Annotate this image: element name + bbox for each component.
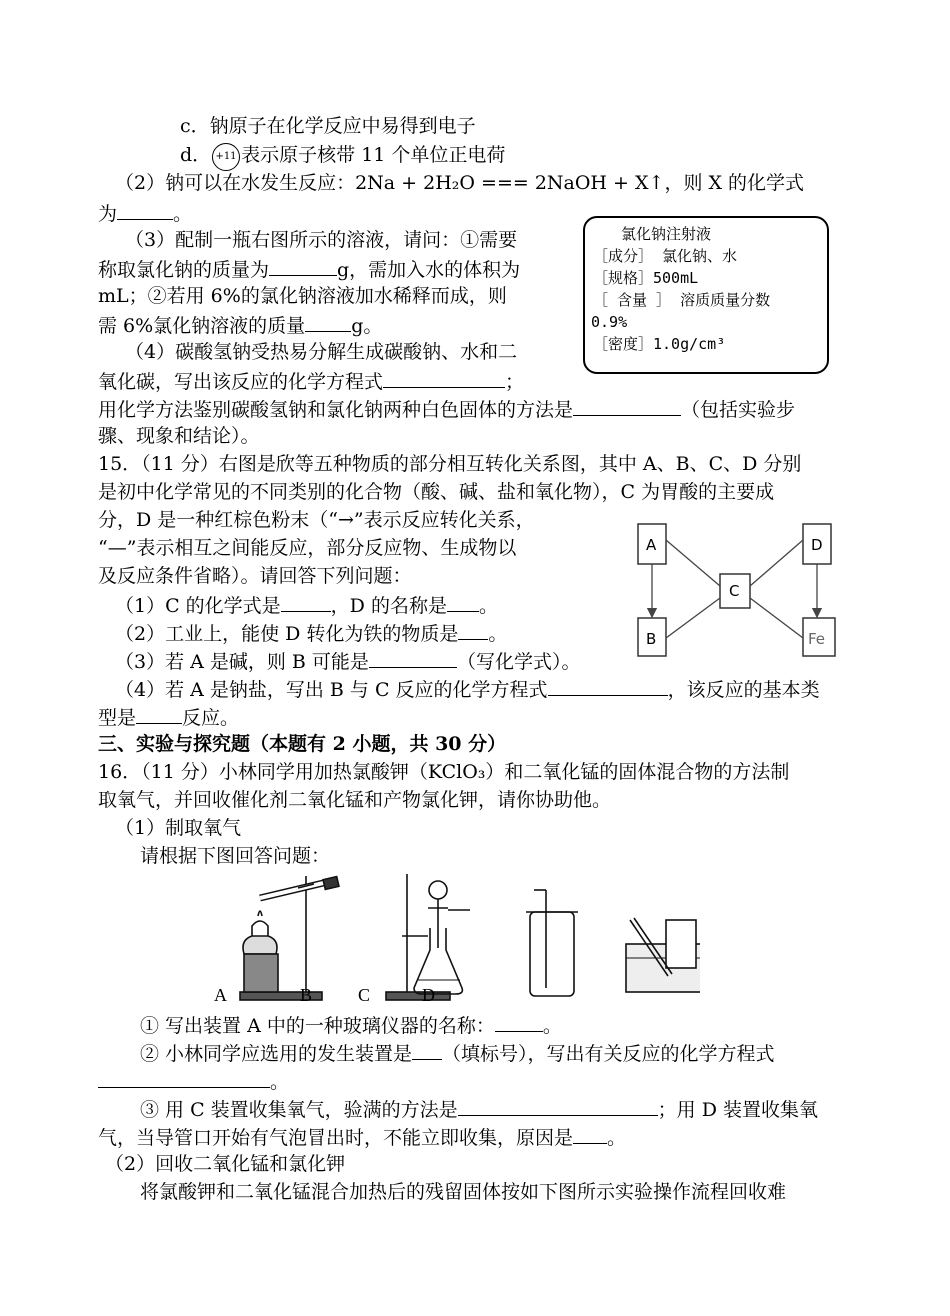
- answer-blank[interactable]: [412, 1041, 442, 1060]
- node-fe-label: Fe: [808, 630, 826, 648]
- answer-blank[interactable]: [573, 1125, 607, 1144]
- q16-part2: （2）回收二氧化锰和氯化钾: [105, 1153, 346, 1175]
- q16-item-2-line2: [98, 1069, 289, 1093]
- q16-item-2-c: 。: [270, 1071, 290, 1093]
- q16-item-2: [140, 1041, 775, 1065]
- q16-item-2-a: ② 小林同学应选用的发生装置是: [140, 1043, 413, 1065]
- q3-text-a: 称取氯化钠的质量为: [98, 259, 270, 281]
- q15-sub1-c: 。: [478, 595, 498, 617]
- injection-label-box: [583, 216, 829, 374]
- answer-blank[interactable]: [573, 397, 681, 416]
- line-b-c: [666, 598, 720, 638]
- node-b-label: B: [646, 630, 657, 648]
- q16-item-3-d: 。: [607, 1127, 627, 1149]
- answer-blank[interactable]: [458, 1097, 658, 1116]
- answer-blank[interactable]: [269, 257, 337, 276]
- answer-blank[interactable]: [495, 1013, 543, 1032]
- label-row-composition: ［成分］ 氯化钠、水: [593, 247, 738, 265]
- option-d-label: d．: [180, 144, 212, 166]
- q4-text-b: ；: [505, 371, 525, 393]
- label-row-spec: ［规格］500mL: [593, 269, 699, 287]
- answer-blank[interactable]: [383, 369, 505, 388]
- q16-line2: 取氧气，并回收催化剂二氧化锰和产物氯化钾，请你协助他。: [98, 789, 612, 811]
- q15-line2: 是初中化学常见的不同类别的化合物（酸、碱、盐和氧化物），C 为胃酸的主要成: [98, 481, 775, 503]
- q15-sub2: [115, 621, 507, 645]
- apparatus-d: [626, 918, 700, 992]
- q15-sub3-b: （写化学式）。: [456, 651, 581, 673]
- q3-text-d: g。: [351, 315, 383, 337]
- answer-blank[interactable]: [369, 649, 457, 668]
- q15-line1: 15．（11 分）右图是欣等五种物质的部分相互转化关系图，其中 A、B、C、D 分别: [98, 453, 802, 475]
- q15-sub2-a: （2）工业上，能使 D 转化为铁的物质是: [115, 623, 459, 645]
- q15-sub3-a: （3）若 A 是碱，则 B 可能是: [115, 651, 369, 673]
- q2-end: 。: [173, 203, 193, 225]
- q3-line4: [98, 313, 382, 337]
- q4-text-c: 用化学方法鉴别碳酸氢钠和氯化钠两种白色固体的方法是: [98, 399, 574, 421]
- q15-sub1-b: ，D 的名称是: [330, 595, 447, 617]
- q16-item-1-b: 。: [542, 1015, 562, 1037]
- q15-sub4-b: ，该反应的基本类: [667, 679, 820, 701]
- q4-line3: [98, 397, 795, 421]
- q4-text-d: （包括实验步: [681, 399, 796, 421]
- q16-item-3-b: ；用 D 装置收集氧: [657, 1099, 818, 1121]
- q15-line4: “—”表示相互之间能反应，部分反应物、生成物以: [98, 537, 517, 559]
- q15-sub4-d: 反应。: [182, 707, 240, 729]
- answer-blank[interactable]: [281, 593, 331, 612]
- atom-nucleus-icon: +11: [212, 143, 240, 171]
- node-d-label: D: [811, 536, 823, 554]
- q16-part2-intro: 将氯酸钾和二氧化锰混合加热后的残留固体按如下图所示实验操作流程回收难: [140, 1181, 787, 1203]
- q3-text-c: 需 6%氯化钠溶液的质量: [98, 315, 306, 337]
- q2-line2: [98, 201, 192, 225]
- q16-item-2-b: （填标号），写出有关反应的化学方程式: [442, 1043, 775, 1065]
- answer-blank[interactable]: [136, 705, 182, 724]
- q15-sub3: [115, 649, 580, 673]
- q16-item-1: [140, 1013, 562, 1037]
- line-fe-c: [750, 598, 803, 638]
- label-row-density: ［密度］1.0g/cm³: [593, 335, 726, 353]
- q4-line4: 骤、现象和结论）。: [98, 425, 260, 447]
- answer-blank[interactable]: [458, 621, 488, 640]
- answer-blank[interactable]: [447, 593, 479, 612]
- apparatus-label-a: A: [214, 985, 227, 1005]
- q15-sub4-line2: [98, 705, 239, 729]
- line-a-c: [666, 540, 720, 586]
- line-d-c: [750, 540, 803, 586]
- apparatus-label-c: C: [358, 985, 371, 1005]
- q2-prefix: 为: [98, 203, 118, 225]
- apparatus-b: [386, 874, 470, 1000]
- q15-sub1: [115, 593, 498, 617]
- q3-line1: （3）配制一瓶右图所示的溶液，请问：①需要: [125, 229, 518, 251]
- q16-part1-intro: 请根据下图回答问题：: [140, 845, 331, 867]
- q16-item-3: [140, 1097, 818, 1121]
- apparatus-label-d: D: [422, 985, 435, 1005]
- q2-line1: （2）钠可以在水发生反应：2Na + 2H₂O === 2NaOH + X↑，则 X 的化学式: [115, 172, 805, 194]
- answer-blank[interactable]: [305, 313, 351, 332]
- apparatus-figure: [200, 868, 700, 1006]
- q15-line3: 分，D 是一种红棕色粉末（“→”表示反应转化关系，: [98, 509, 535, 531]
- q4-text-a: 氧化碳，写出该反应的化学方程式: [98, 371, 384, 393]
- q15-sub4: [115, 677, 820, 701]
- option-c: c．钠原子在化学反应中易得到电子: [180, 115, 476, 137]
- q15-line5: 及反应条件省略）。请回答下列问题：: [98, 565, 412, 587]
- q15-sub1-a: （1）C 的化学式是: [115, 595, 281, 617]
- q15-sub2-b: 。: [488, 623, 508, 645]
- answer-blank[interactable]: [548, 677, 668, 696]
- q4-line1: （4）碳酸氢钠受热易分解生成碳酸钠、水和二: [125, 341, 518, 363]
- q16-part1: （1）制取氧气: [115, 817, 242, 839]
- apparatus-c: [526, 890, 578, 996]
- q15-sub4-c: 型是: [98, 707, 137, 729]
- conversion-diagram: [630, 518, 850, 660]
- label-title: 氯化钠注射液: [621, 225, 712, 243]
- section-3-heading: 三、实验与探究题（本题有 2 小题，共 30 分）: [98, 733, 507, 755]
- apparatus-label-b: B: [300, 985, 313, 1005]
- answer-blank[interactable]: [98, 1069, 270, 1088]
- q15-sub4-a: （4）若 A 是钠盐，写出 B 与 C 反应的化学方程式: [115, 679, 548, 701]
- q16-item-3-c: 气，当导管口开始有气泡冒出时，不能立即收集，原因是: [98, 1127, 574, 1149]
- label-row-content: ［ 含量 ］ 溶质质量分数: [593, 291, 771, 309]
- q16-line1: 16．（11 分）小林同学用加热氯酸钾（KClO₃）和二氧化锰的固体混合物的方法制: [98, 761, 790, 783]
- q16-item-3-line2: [98, 1125, 626, 1149]
- q3-text-b: g，需加入水的体积为: [337, 259, 521, 281]
- option-d-text: 表示原子核带 11 个单位正电荷: [241, 144, 506, 166]
- q16-item-1-a: ① 写出装置 A 中的一种玻璃仪器的名称：: [140, 1015, 495, 1037]
- q3-line2: [98, 257, 520, 281]
- q16-item-3-a: ③ 用 C 装置收集氧气，验满的方法是: [140, 1099, 458, 1121]
- q4-line2: [98, 369, 524, 393]
- answer-blank[interactable]: [117, 201, 173, 220]
- node-a-label: A: [646, 536, 657, 554]
- q3-line3: mL；②若用 6%的氯化钠溶液加水稀释而成，则: [98, 285, 507, 307]
- apparatus-a: [240, 876, 339, 1000]
- node-c-label: C: [729, 582, 740, 600]
- label-row-percent: 0.9%: [591, 313, 628, 331]
